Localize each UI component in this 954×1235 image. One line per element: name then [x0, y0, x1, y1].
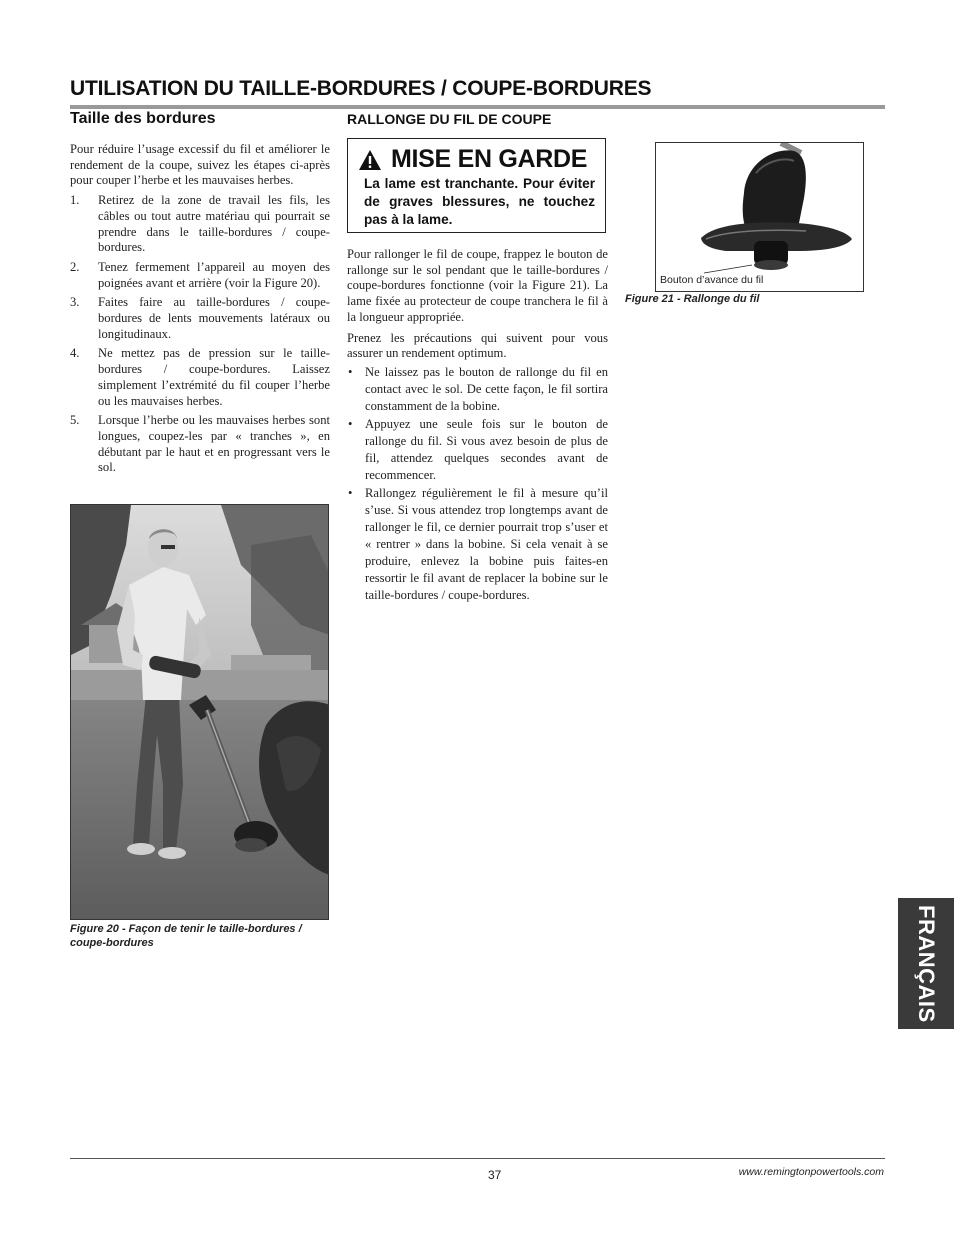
language-tab-label: FRANÇAIS [914, 904, 939, 1023]
step-number: 4. [70, 346, 80, 361]
middle-column [347, 110, 608, 605]
step-number: 2. [70, 259, 80, 274]
list-item [347, 416, 608, 484]
figure-21-photo [655, 142, 864, 292]
rallonge-paragraph: Pour rallonger le fil de coupe, frappez le bouton de rallonge sur le sol pendant que le taille-bordures / coupe-bordures fonctionne (voir la Figure 21). La lame fixée au protecteur de coupe tranchera le fil à la longueur appropriée. [347, 247, 608, 324]
step-text: Ne mettez pas de pression sur le taille-bordures / coupe-bordures. Laissez simplement l’extrémité du fil couper l’herbe ou les mauvaises herbes. [98, 346, 330, 408]
list-item [70, 413, 330, 476]
left-column [70, 110, 330, 480]
bullet-text: Appuyez une seule fois sur le bouton de rallonge du fil. Si vous avez besoin de plus de fil, attendez quelques secondes avant de recommencer. [365, 416, 608, 482]
bullet-dot: • [348, 416, 353, 431]
precautions-paragraph: Prenez les précautions qui suivent pour vous assurer un rendement optimum. [347, 330, 608, 361]
man-with-trimmer-illustration [71, 505, 329, 920]
section-heading-rallonge: RALLONGE DU FIL DE COUPE [347, 111, 552, 127]
figure-21-label: Bouton d’avance du fil [660, 274, 764, 286]
precautions-list [347, 364, 608, 604]
figure-20-photo [70, 504, 329, 920]
step-text: Retirez de la zone de travail les fils, les câbles ou tout autre matériau qui pourrait se prendre dans le taille-bordures / coupe-bordures. [98, 193, 330, 255]
step-text: Lorsque l’herbe ou les mauvaises herbes sont longues, coupez-les par « tranches », en débutant par le haut et en progressant vers le sol. [98, 413, 330, 475]
list-item [347, 364, 608, 415]
step-number: 3. [70, 295, 80, 310]
step-text: Faites faire au taille-bordures / coupe-bordures de lents mouvements latéraux ou longitudinaux. [98, 295, 330, 341]
steps-list [70, 193, 330, 476]
step-text: Tenez fermement l’appareil au moyen des poignées avant et arrière (voir la Figure 20). [98, 259, 330, 290]
warning-text: La lame est tranchante. Pour éviter de graves blessures, ne touchez pas à la lame. [364, 176, 595, 227]
step-number: 1. [70, 193, 80, 208]
page-number: 37 [488, 1168, 502, 1182]
warning-title: MISE EN GARDE [391, 145, 588, 173]
footer-url: www.remingtonpowertools.com [738, 1166, 884, 1178]
page-title: UTILISATION DU TAILLE-BORDURES / COUPE-BORDURES [70, 77, 652, 100]
figure-20-caption: Figure 20 - Façon de tenir le taille-bordures / coupe-bordures [70, 923, 302, 949]
intro-paragraph: Pour réduire l’usage excessif du fil et améliorer le rendement de la coupe, suivez les étapes ci-après pour couper l’herbe et les mauvaises herbes. [70, 142, 330, 188]
bullet-dot: • [348, 485, 353, 500]
figure-21-caption: Figure 21 - Rallonge du fil [625, 293, 760, 305]
title-divider [70, 105, 885, 109]
footer-divider [70, 1158, 885, 1159]
list-item [70, 260, 330, 291]
language-tab [898, 898, 954, 1029]
bullet-text: Rallongez régulièrement le fil à mesure qu’il s’use. Si vous attendez trop longtemps avant de rallonger le fil, ce dernier pourrait trop s’user et « rentrer » dans la bobine. Si cela venait à se produire, enlevez la bobine puis faites-en ressortir le fil avant de replacer la bobine sur le taille-bordures / coupe-bordures. [365, 485, 608, 602]
section-heading-taille: Taille des bordures [70, 110, 216, 127]
list-item [347, 485, 608, 604]
trimmer-head-illustration [656, 143, 864, 292]
list-item [70, 295, 330, 342]
list-item [70, 346, 330, 409]
bullet-text: Ne laissez pas le bouton de rallonge du fil en contact avec le sol. De cette façon, le fil sortira constamment de la bobine. [365, 364, 608, 413]
list-item [70, 193, 330, 256]
bullet-dot: • [348, 364, 353, 379]
step-number: 5. [70, 413, 80, 428]
